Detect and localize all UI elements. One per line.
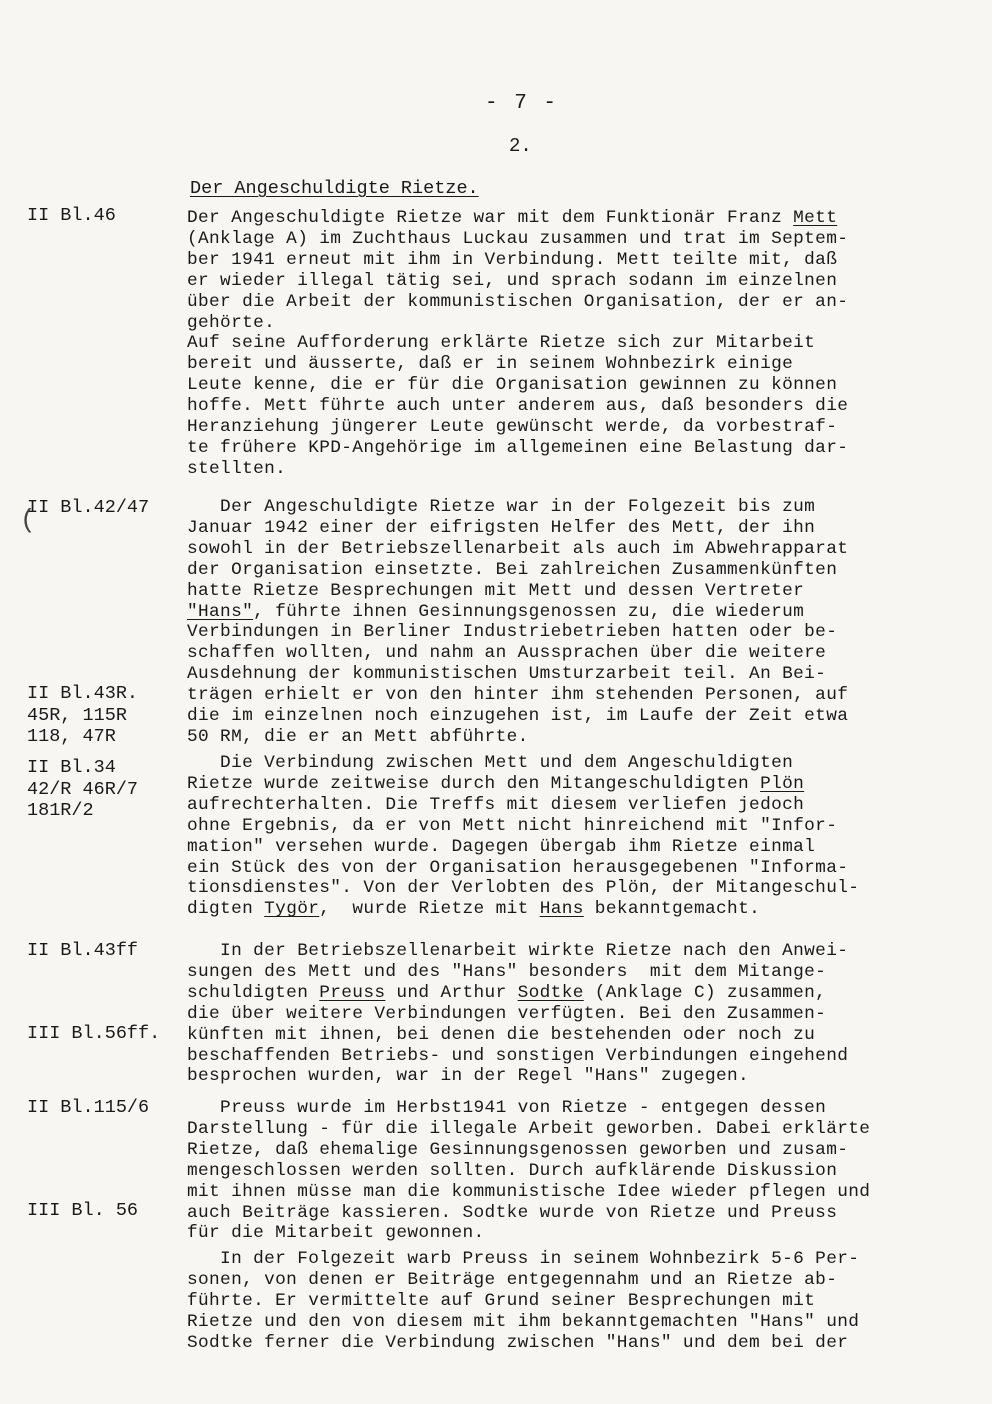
text-line: der Organisation einsetzte. Bei zahlreichen Zusammenkünften xyxy=(187,559,838,580)
text-line: gehörte. xyxy=(187,312,276,333)
text-line: stellten. xyxy=(187,458,287,479)
text-line: "Hans", führte ihnen Gesinnungsgenossen zu, die wiederum xyxy=(187,601,805,622)
text-line: trägen erhielt er von den hinter ihm stehenden Personen, auf xyxy=(187,685,849,706)
text-line: schaffen wollten, und nahm an Aussprachen über die weitere xyxy=(187,643,827,664)
paragraph-3 xyxy=(187,753,967,920)
text-line: Januar 1942 einer der eifrigsten Helfer des Mett, der ihn xyxy=(187,517,816,538)
text-line: Heranziehung jüngerer Leute gewünscht werde, da vorbestraf- xyxy=(187,417,838,438)
text-line: bereit und äusserte, daß er in seinem Wohnbezirk einige xyxy=(187,354,794,375)
text-line: In der Folgezeit warb Preuss in seinem Wohnbezirk 5-6 Per- xyxy=(187,1249,860,1269)
margin-note: II Bl.42/47 xyxy=(27,497,150,518)
section-heading: Der Angeschuldigte Rietze. xyxy=(190,178,479,199)
text-line: (Anklage A) im Zuchthaus Luckau zusammen und trat im Septem- xyxy=(187,228,849,249)
text-line: mation" versehen wurde. Dagegen übergab ihm Rietze einmal xyxy=(187,836,816,857)
text-line: sowohl in der Betriebszellenarbeit als auch im Abwehrapparat xyxy=(187,538,849,559)
text-line: sungen des Mett und des "Hans" besonders mit dem Mitange- xyxy=(187,961,827,982)
paragraph-5 xyxy=(187,1098,967,1244)
text-line: Rietze wurde zeitweise durch den Mitangeschuldigten Plön xyxy=(187,773,805,794)
text-line: Sodtke ferner die Verbindung zwischen "Hans" und dem bei der xyxy=(187,1332,849,1353)
paragraph-2 xyxy=(187,497,967,748)
paragraph-4 xyxy=(187,941,967,1087)
text-line: tionsdienstes". Von der Verlobten des Plön, der Mitangeschul- xyxy=(187,878,860,899)
text-line: Ausdehnung der kommunistischen Umsturzarbeit teil. An Bei- xyxy=(187,664,827,685)
text-line: die über weitere Verbindungen verfügten. Bei den Zusammen- xyxy=(187,1003,827,1024)
text-line: schuldigten Preuss und Arthur Sodtke (Anklage C) zusammen, xyxy=(187,982,827,1003)
margin-note: II Bl.43R. 45R, 115R 118, 47R xyxy=(27,683,139,747)
margin-note: II Bl.46 xyxy=(27,205,116,226)
text-line: mengeschlossen werden sollten. Durch aufklärende Diskussion xyxy=(187,1160,838,1181)
text-line: Leute kenne, die er für die Organisation gewinnen zu können xyxy=(187,375,838,396)
section-number: 2. xyxy=(509,135,532,157)
text-line: Die Verbindung zwischen Mett und dem Angeschuldigten xyxy=(187,753,794,773)
text-line: te frühere KPD-Angehörige im allgemeinen eine Belastung dar- xyxy=(187,437,849,458)
text-line: mit ihnen müsse man die kommunistische Idee wieder pflegen und xyxy=(187,1181,871,1202)
margin-note: III Bl. 56 xyxy=(27,1200,139,1221)
text-line: führte. Er vermittelte auf Grund seiner Besprechungen mit xyxy=(187,1290,816,1311)
text-line: Der Angeschuldigte Rietze war in der Folgezeit bis zum xyxy=(187,497,816,517)
text-line: ohne Ergebnis, da er von Mett nicht hinreichend mit "Infor- xyxy=(187,815,838,836)
text-line: die im einzelnen noch einzugehen ist, im Laufe der Zeit etwa xyxy=(187,706,849,727)
bracket-mark: ( xyxy=(20,505,36,535)
text-line: Auf seine Aufforderung erklärte Rietze sich zur Mitarbeit xyxy=(187,333,816,354)
text-line: hoffe. Mett führte auch unter anderem aus, daß besonders die xyxy=(187,396,849,417)
text-line: beschaffenden Betriebs- und sonstigen Verbindungen eingehend xyxy=(187,1045,849,1066)
text-line: Darstellung - für die illegale Arbeit geworben. Dabei erklärte xyxy=(187,1118,871,1139)
margin-note: II Bl.43ff xyxy=(27,940,139,961)
text-line: künften mit ihnen, bei denen die bestehenden oder noch zu xyxy=(187,1024,816,1045)
text-line: 50 RM, die er an Mett abführte. xyxy=(187,726,529,747)
text-line: aufrechterhalten. Die Treffs mit diesem verliefen jedoch xyxy=(187,794,805,815)
text-line: besprochen wurden, war in der Regel "Hans" zugegen. xyxy=(187,1066,750,1087)
text-line: für die Mitarbeit gewonnen. xyxy=(187,1223,485,1244)
page-number: - 7 - xyxy=(485,92,559,115)
paragraph-1 xyxy=(187,208,967,480)
text-line: digten Tygör, wurde Rietze mit Hans bekanntgemacht. xyxy=(187,899,761,920)
text-line: In der Betriebszellenarbeit wirkte Rietze nach den Anwei- xyxy=(187,941,849,961)
text-line: ein Stück des von der Organisation herausgegebenen "Informa- xyxy=(187,857,849,878)
margin-note: III Bl.56ff. xyxy=(27,1023,161,1044)
margin-note: II Bl.34 42/R 46R/7 181R/2 xyxy=(27,757,139,821)
text-line: über die Arbeit der kommunistischen Organisation, der er an- xyxy=(187,291,849,312)
text-line: Rietze, daß ehemalige Gesinnungsgenossen geworben und zusam- xyxy=(187,1139,849,1160)
text-line: er wieder illegal tätig sei, und sprach sodann im einzelnen xyxy=(187,270,838,291)
text-line: auch Beiträge kassieren. Sodtke wurde von Rietze und Preuss xyxy=(187,1202,838,1223)
text-line: hatte Rietze Besprechungen mit Mett und dessen Vertreter xyxy=(187,580,805,601)
text-line: Verbindungen in Berliner Industriebetrieben hatten oder be- xyxy=(187,622,838,643)
text-line: ber 1941 erneut mit ihm in Verbindung. Mett teilte mit, daß xyxy=(187,249,838,270)
text-line: Rietze und den von diesem mit ihm bekanntgemachten "Hans" und xyxy=(187,1311,860,1332)
text-line: sonen, von denen er Beiträge entgegennahm und an Rietze ab- xyxy=(187,1269,838,1290)
margin-note: II Bl.115/6 xyxy=(27,1097,150,1118)
paragraph-6 xyxy=(187,1249,967,1354)
text-line: Preuss wurde im Herbst1941 von Rietze - entgegen dessen xyxy=(187,1098,827,1118)
text-line: Der Angeschuldigte Rietze war mit dem Funktionär Franz Mett xyxy=(187,208,838,228)
